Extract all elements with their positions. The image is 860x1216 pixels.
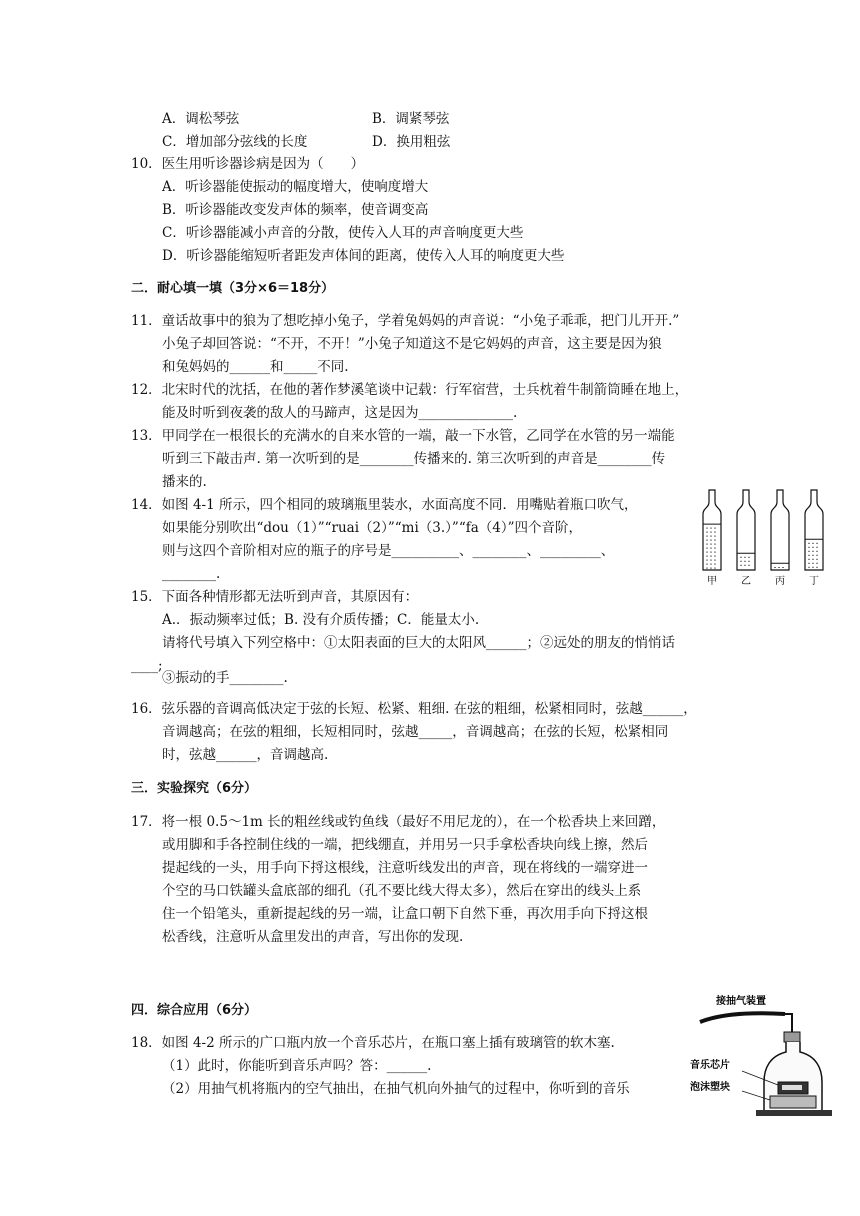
bottle-3 [771, 490, 789, 587]
q9-option-d: D．换用粗弦 [372, 134, 451, 150]
q14-line: ________. [162, 566, 221, 582]
bottle-label: 甲 [707, 576, 717, 587]
q9-option-a: A．调松琴弦 [162, 111, 240, 127]
q17-line: 个空的马口铁罐头盒底部的细孔（孔不要比线大得太多），然后在穿出的线头上系 [162, 883, 642, 899]
q9-option-b: B．调紧琴弦 [372, 111, 450, 127]
q18-line: （2）用抽气机将瓶内的空气抽出，在抽气机向外抽气的过程中，你听到的音乐 [162, 1081, 630, 1097]
q17-line: 或用脚和手各控制住线的一端，把线绷直，并用另一只手拿松香块向线上擦，然后 [162, 837, 648, 853]
q10-option-d: D．听诊器能缩短听者距发声体间的距离，使传入人耳的响度更大些 [162, 248, 565, 264]
q11-line: 11．童话故事中的狼为了想吃掉小兔子，学着兔妈妈的声音说：“小兔子乖乖，把门儿开开.” [131, 313, 680, 329]
bottle-label: 乙 [741, 576, 751, 587]
q11-line: 小兔子却回答说：“不开，不开！”小兔子知道这不是它妈妈的声音，这主要是因为狼 [162, 336, 662, 352]
q16-line: 16．弦乐器的音调高低决定于弦的长短、松紧、粗细. 在弦的粗细，松紧相同时，弦越______， [131, 701, 697, 717]
q12-line: 能及时听到夜袭的敌人的马蹄声，这是因为______________. [162, 405, 518, 421]
q14-line: 如果能分别吹出“dou（1）”“ruai（2）”“mi（3.）”“fa（4）”四个音阶， [162, 520, 583, 536]
bottle-1 [703, 490, 721, 587]
bottle-water [806, 539, 822, 569]
q14-line: 14．如图 4-1 所示，四个相同的玻璃瓶里装水，水面高度不同．用嘴贴着瓶口吹气， [131, 497, 638, 513]
bottle-2 [737, 490, 755, 587]
bottle-water [772, 563, 788, 569]
figure-4-2-bell-jar [690, 990, 840, 1120]
section-heading-fill-in: 二．耐心填一填（3分×6＝18分） [131, 281, 335, 296]
pump-tube-icon [700, 1013, 785, 1022]
q13-line: 听到三下敲击声. 第一次听到的是________传播来的. 第三次听到的声音是________传 [162, 451, 666, 467]
q13-line: 播来的. [162, 474, 207, 490]
q12-line: 12．北宋时代的沈括，在他的著作梦溪笔谈中记载：行军宿营，士兵枕着牛制箭筒睡在地上， [131, 382, 689, 398]
q17-line: 17．将一根 0.5～1m 长的粗丝线或钓鱼线（最好不用尼龙的），在一个松香块上来回蹭， [131, 814, 666, 830]
q17-line: 住一个铅笔头，重新提起线的另一端，让盒口朝下自然下垂，再次用手向下捋这根 [162, 906, 648, 922]
q16-line: 音调越高；在弦的粗细，长短相同时，弦越_____，音调越高；在弦的长短，松紧相同 [162, 724, 669, 740]
q17-line: 提起线的一头，用手向下捋这根线，注意听线发出的声音，现在将线的一端穿进一 [162, 860, 648, 876]
q14-line: 则与这四个音阶相对应的瓶子的序号是__________、________、_________、 [162, 543, 615, 559]
q18-line: 18．如图 4-2 所示的广口瓶内放一个音乐芯片，在瓶口塞上插有玻璃管的软木塞. [131, 1035, 615, 1051]
q16-line: 时，弦越______，音调越高. [162, 747, 329, 763]
q10-option-c: C．听诊器能减小声音的分散，使传入人耳的声音响度更大些 [162, 225, 524, 241]
section-heading-application: 四．综合应用（6分） [131, 1003, 258, 1018]
section-heading-experiment: 三．实验探究（6分） [131, 781, 258, 796]
q18-line: （1）此时，你能听到音乐声吗？答：______. [162, 1058, 432, 1074]
q15-line: ____; [131, 658, 163, 674]
q15-line: A.．振动频率过低；B. 没有介质传播；C．能量太小. [162, 612, 480, 628]
label-chip: 音乐芯片 [690, 1060, 730, 1071]
q13-line: 13．甲同学在一根很长的充满水的自来水管的一端，敲一下水管，乙同学在水管的另一端能 [131, 428, 675, 444]
figure-4-1-bottles [700, 488, 830, 588]
base-plate-icon [756, 1110, 832, 1116]
label-pump: 接抽气装置 [716, 996, 766, 1007]
foam-block-icon [770, 1096, 816, 1108]
bottle-label: 丁 [809, 576, 819, 587]
bottle-water [704, 524, 720, 569]
q10-option-b: B．听诊器能改变发声体的频率，使音调变高 [162, 202, 429, 218]
q11-line: 和兔妈妈的______和_____不同. [162, 359, 349, 375]
q9-option-c: C．增加部分弦线的长度 [162, 134, 308, 150]
stopper-icon [784, 1032, 800, 1042]
q15-line: ③振动的手________. [162, 670, 288, 686]
q17-line: 松香线，注意听从盒里发出的声音，写出你的发现. [162, 929, 464, 945]
bottle-label: 丙 [775, 576, 785, 587]
bottle-4 [805, 490, 823, 587]
q15-line: 15．下面各种情形都无法听到声音，其原因有： [131, 589, 419, 605]
q15-line: 请将代号填入下列空格中：①太阳表面的巨大的太阳风______；②远处的朋友的悄悄话 [162, 635, 675, 651]
q10-stem: 10．医生用听诊器诊病是因为（ ） [131, 156, 365, 172]
q10-option-a: A．听诊器能使振动的幅度增大，使响度增大 [162, 179, 429, 195]
label-foam: 泡沫塑块 [690, 1082, 730, 1093]
